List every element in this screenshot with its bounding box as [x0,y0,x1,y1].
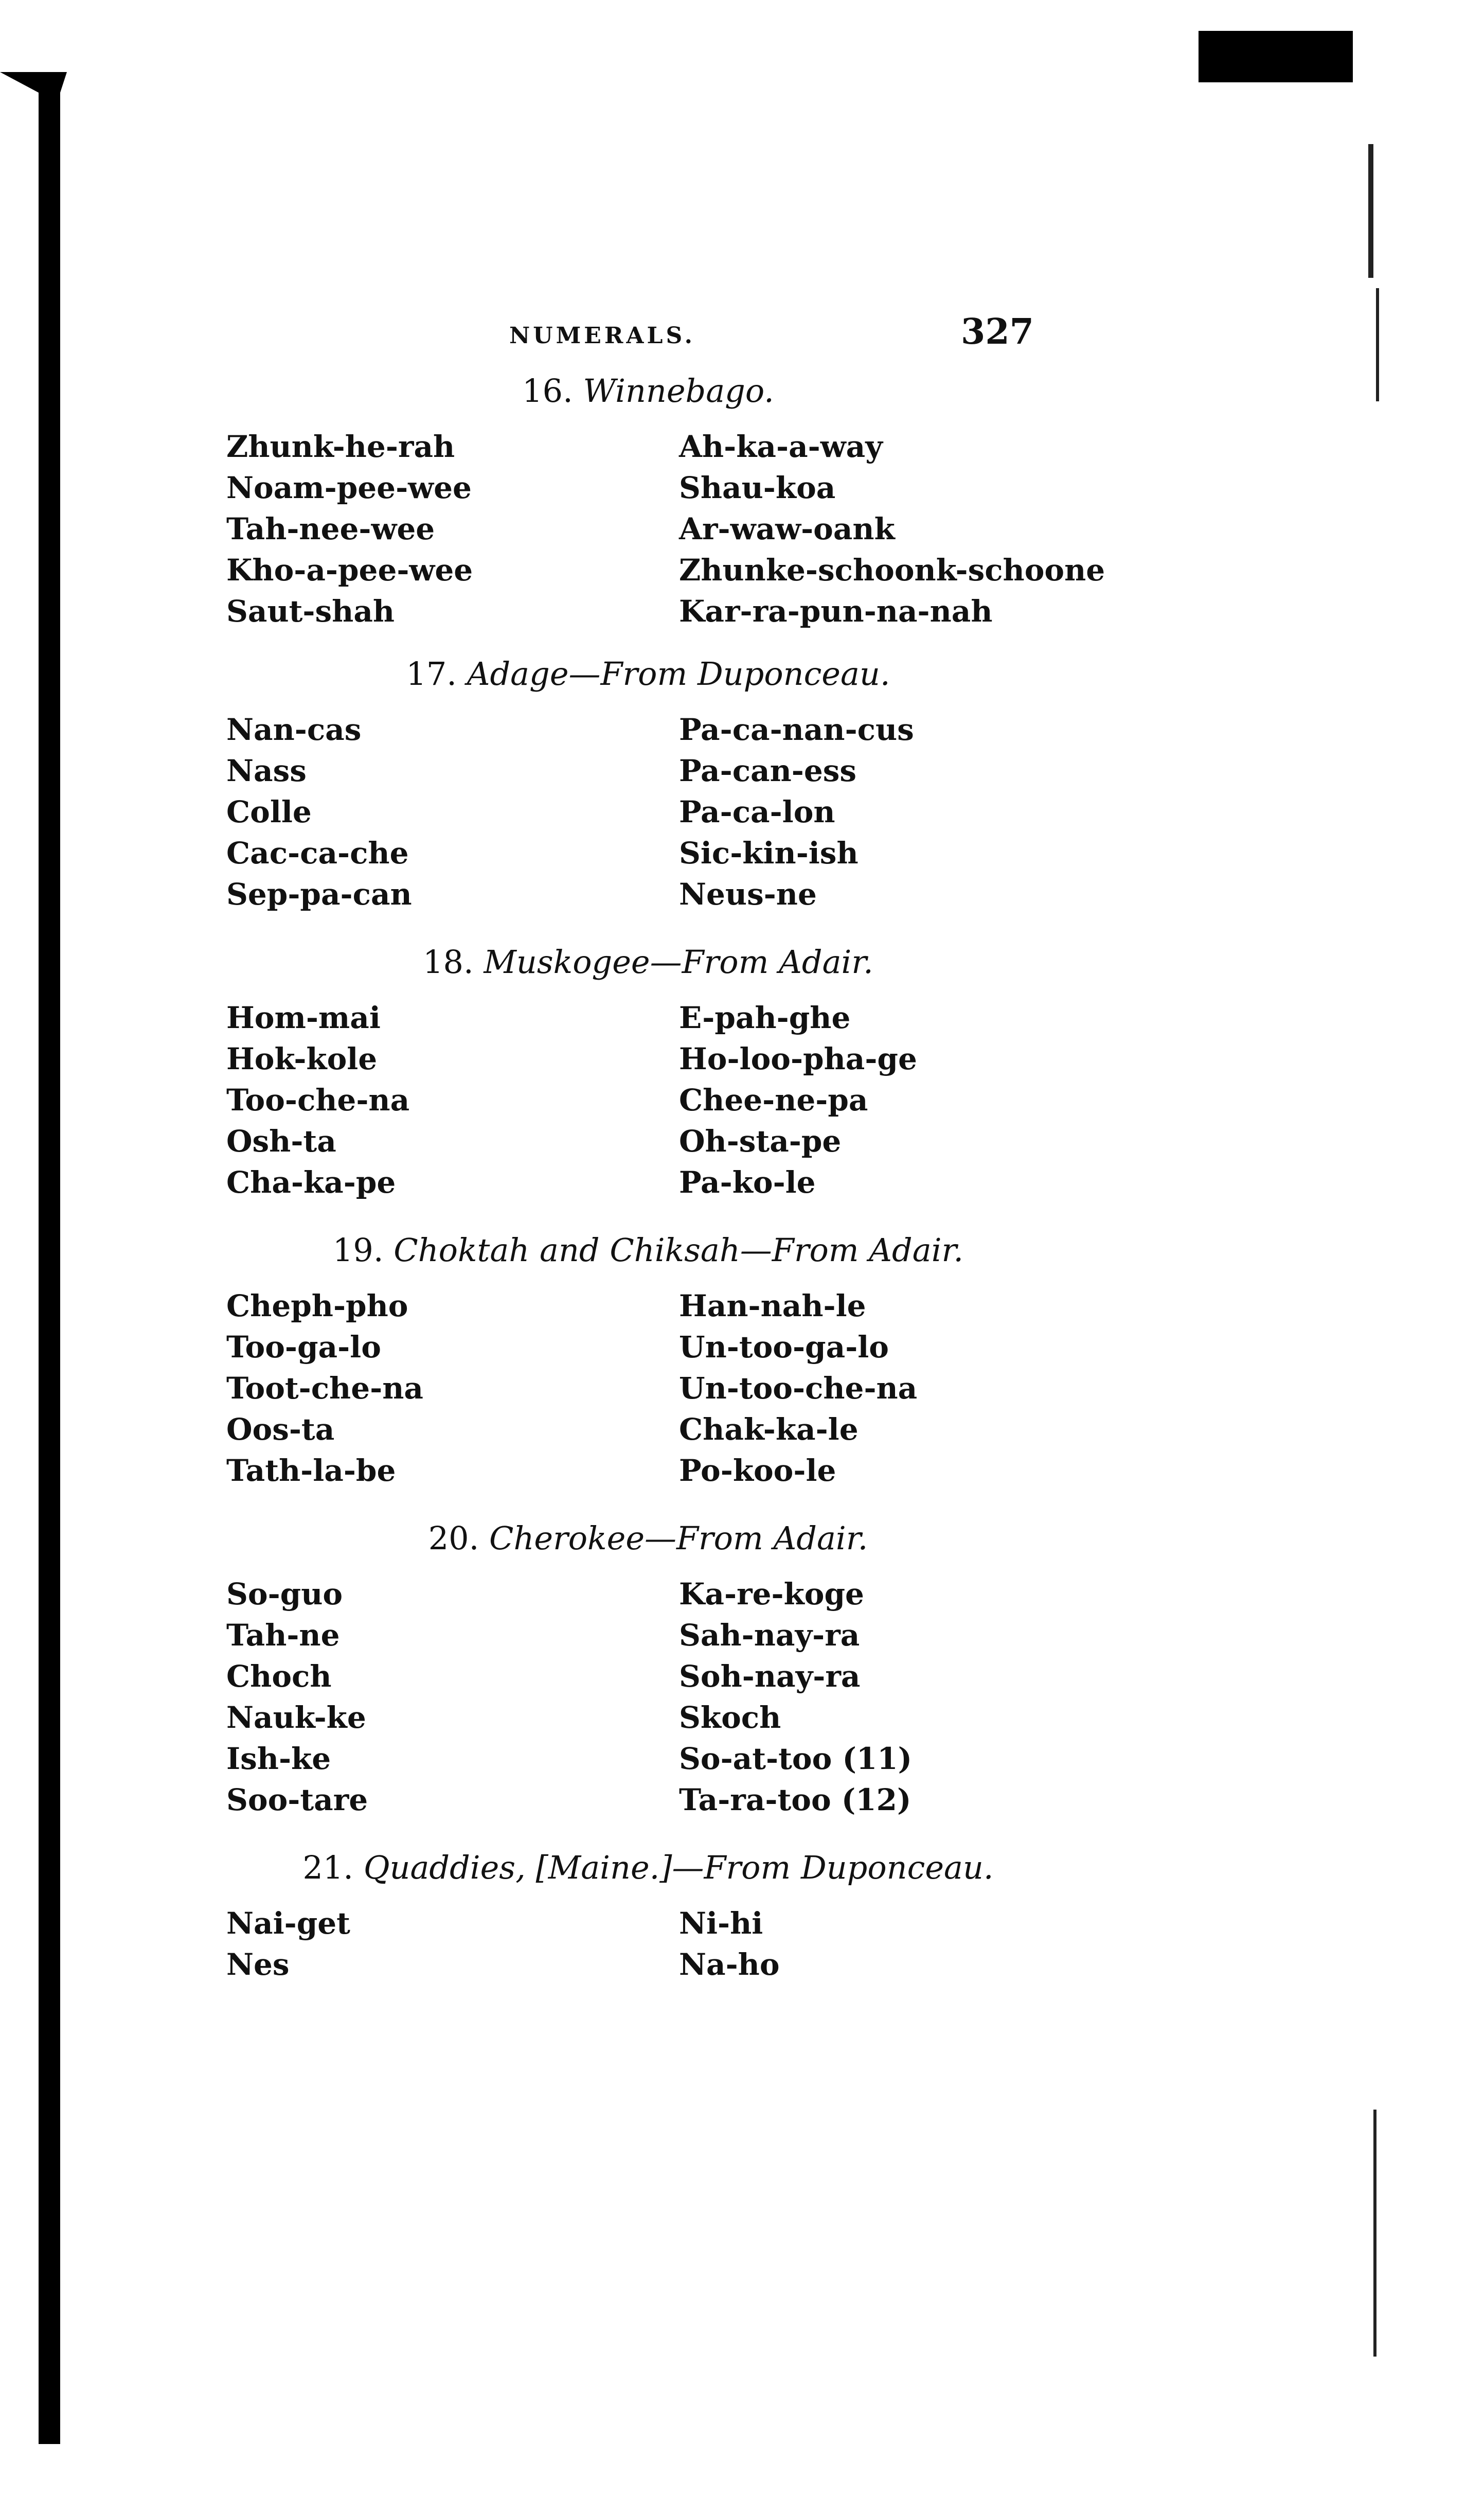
numeral-row [226,1121,1070,1162]
numeral-right: Po-koo-le [679,1453,836,1488]
numeral-right: Ho-loo-pha-ge [679,1041,917,1076]
numeral-left: Tah-nee-wee [226,511,435,546]
section-number: 21. [302,1849,353,1886]
numeral-right: Oh-sta-pe [679,1124,842,1159]
numeral-row [226,426,1070,467]
numeral-row [226,1368,1070,1409]
numeral-row [226,1326,1070,1368]
numeral-left: Soo-tare [226,1782,368,1817]
numeral-row [226,1285,1070,1326]
numeral-row [226,750,1070,791]
numeral-list [226,997,1070,1203]
numeral-left: Cha-ka-pe [226,1165,396,1200]
numeral-right: Chak-ka-le [679,1412,859,1447]
section-name: Choktah and Chiksah—From Adair. [394,1231,964,1269]
section-number: 19. [332,1231,384,1269]
numeral-row [226,1779,1070,1820]
section-adage [226,653,1070,915]
section-number: 17. [406,655,457,693]
numeral-left: Nauk-ke [226,1700,366,1735]
numeral-right: Shau-koa [679,470,836,505]
numeral-left: Too-ga-lo [226,1330,381,1365]
numeral-right: Ar-waw-oank [679,511,895,546]
section-name: Cherokee—From Adair. [489,1519,868,1557]
numeral-right: Pa-ca-lon [679,794,835,829]
numeral-row [226,1697,1070,1738]
running-head: NUMERALS. [509,323,695,349]
numeral-right: Na-ho [679,1947,780,1982]
section-title [226,370,1070,412]
scan-edge-mark [1368,144,1373,278]
numeral-list [226,709,1070,915]
numeral-left: Hok-kole [226,1041,378,1076]
numeral-row [226,591,1070,632]
numeral-left: Zhunk-he-rah [226,429,455,464]
numeral-left: Choch [226,1659,332,1694]
numeral-right: Sic-kin-ish [679,836,859,871]
numeral-right: E-pah-ghe [679,1000,851,1035]
numeral-left: Tah-ne [226,1618,340,1653]
numeral-right: Neus-ne [679,877,817,912]
numeral-left: Nan-cas [226,712,362,747]
numeral-left: Nes [226,1947,290,1982]
page-number: 327 [961,311,1034,352]
numeral-left: So-guo [226,1577,343,1612]
numeral-right: Pa-ca-nan-cus [679,712,914,747]
numeral-left: Cheph-pho [226,1288,408,1323]
section-name: Winnebago. [583,372,774,410]
numeral-left: Too-che-na [226,1083,410,1118]
numeral-right: Ka-re-koge [679,1577,864,1612]
numeral-row [226,997,1070,1038]
numeral-left: Sep-pa-can [226,877,412,912]
section-quaddies [226,1847,1070,1985]
numeral-right: Soh-nay-ra [679,1659,861,1694]
section-title [226,653,1070,695]
section-title [226,942,1070,983]
numeral-row [226,550,1105,591]
numeral-left: Tath-la-be [226,1453,396,1488]
section-number: 16. [522,372,573,410]
section-title [226,1847,1070,1888]
numeral-row [226,508,1070,550]
section-name: Muskogee—From Adair. [484,943,873,981]
numeral-row [226,791,1070,833]
scan-edge-bar [1199,31,1353,82]
numeral-left: Kho-a-pee-wee [226,553,473,588]
numeral-left: Oos-ta [226,1412,335,1447]
section-cherokee [226,1518,1070,1820]
numeral-right: Ni-hi [679,1906,763,1941]
spine-corner-mark [0,72,67,93]
page-spine-shadow [39,82,60,2444]
numeral-row [226,1162,1070,1203]
numeral-left: Saut-shah [226,594,395,629]
numeral-right: Ah-ka-a-way [679,429,883,464]
numeral-left: Osh-ta [226,1124,336,1159]
numeral-right: So-at-too (11) [679,1741,913,1776]
numeral-left: Ish-ke [226,1741,331,1776]
section-choktah-chiksah [226,1230,1070,1491]
section-number: 18. [423,943,474,981]
numeral-row [226,709,1070,750]
numeral-list [226,1903,1070,1985]
section-name: Quaddies, [Maine.]—From Duponceau. [363,1849,994,1886]
numeral-list [226,1285,1070,1491]
numeral-row [226,1079,1070,1121]
numeral-left: Hom-mai [226,1000,381,1035]
numeral-row [226,1409,1070,1450]
section-muskogee [226,942,1070,1203]
numeral-left: Nai-get [226,1906,350,1941]
numeral-right: Pa-ko-le [679,1165,816,1200]
numeral-row [226,1656,1070,1697]
section-title [226,1230,1070,1271]
scan-edge-mark [1373,2110,1376,2357]
numeral-row [226,1738,1070,1779]
section-number: 20. [428,1519,479,1557]
numeral-right: Kar-ra-pun-na-nah [679,594,993,629]
page-header [509,311,1034,358]
numeral-row [226,1903,1070,1944]
numeral-row [226,1573,1070,1615]
numeral-row [226,467,1070,508]
numeral-left: Noam-pee-wee [226,470,472,505]
numeral-left: Colle [226,794,312,829]
numeral-row [226,874,1070,915]
numeral-right: Skoch [679,1700,781,1735]
scan-edge-mark [1376,288,1379,401]
numeral-row [226,1038,1070,1079]
numeral-row [226,1944,1070,1985]
section-winnebago [226,370,1105,632]
numeral-right: Pa-can-ess [679,753,857,788]
numeral-right: Ta-ra-too (12) [679,1782,911,1817]
numeral-row [226,1615,1070,1656]
numeral-left: Cac-ca-che [226,836,409,871]
section-name: Adage—From Duponceau. [467,655,890,693]
numeral-right: Un-too-ga-lo [679,1330,889,1365]
numeral-right: Han-nah-le [679,1288,866,1323]
numeral-left: Toot-che-na [226,1371,423,1406]
numeral-right: Chee-ne-pa [679,1083,868,1118]
numeral-row [226,1450,1070,1491]
numeral-right: Sah-nay-ra [679,1618,860,1653]
numeral-row [226,833,1070,874]
numeral-left: Nass [226,753,307,788]
numeral-list [226,1573,1070,1820]
numeral-right: Zhunke-schoonk-schoone [679,553,1105,588]
numeral-list [226,426,1105,632]
numeral-right: Un-too-che-na [679,1371,918,1406]
section-title [226,1518,1070,1559]
